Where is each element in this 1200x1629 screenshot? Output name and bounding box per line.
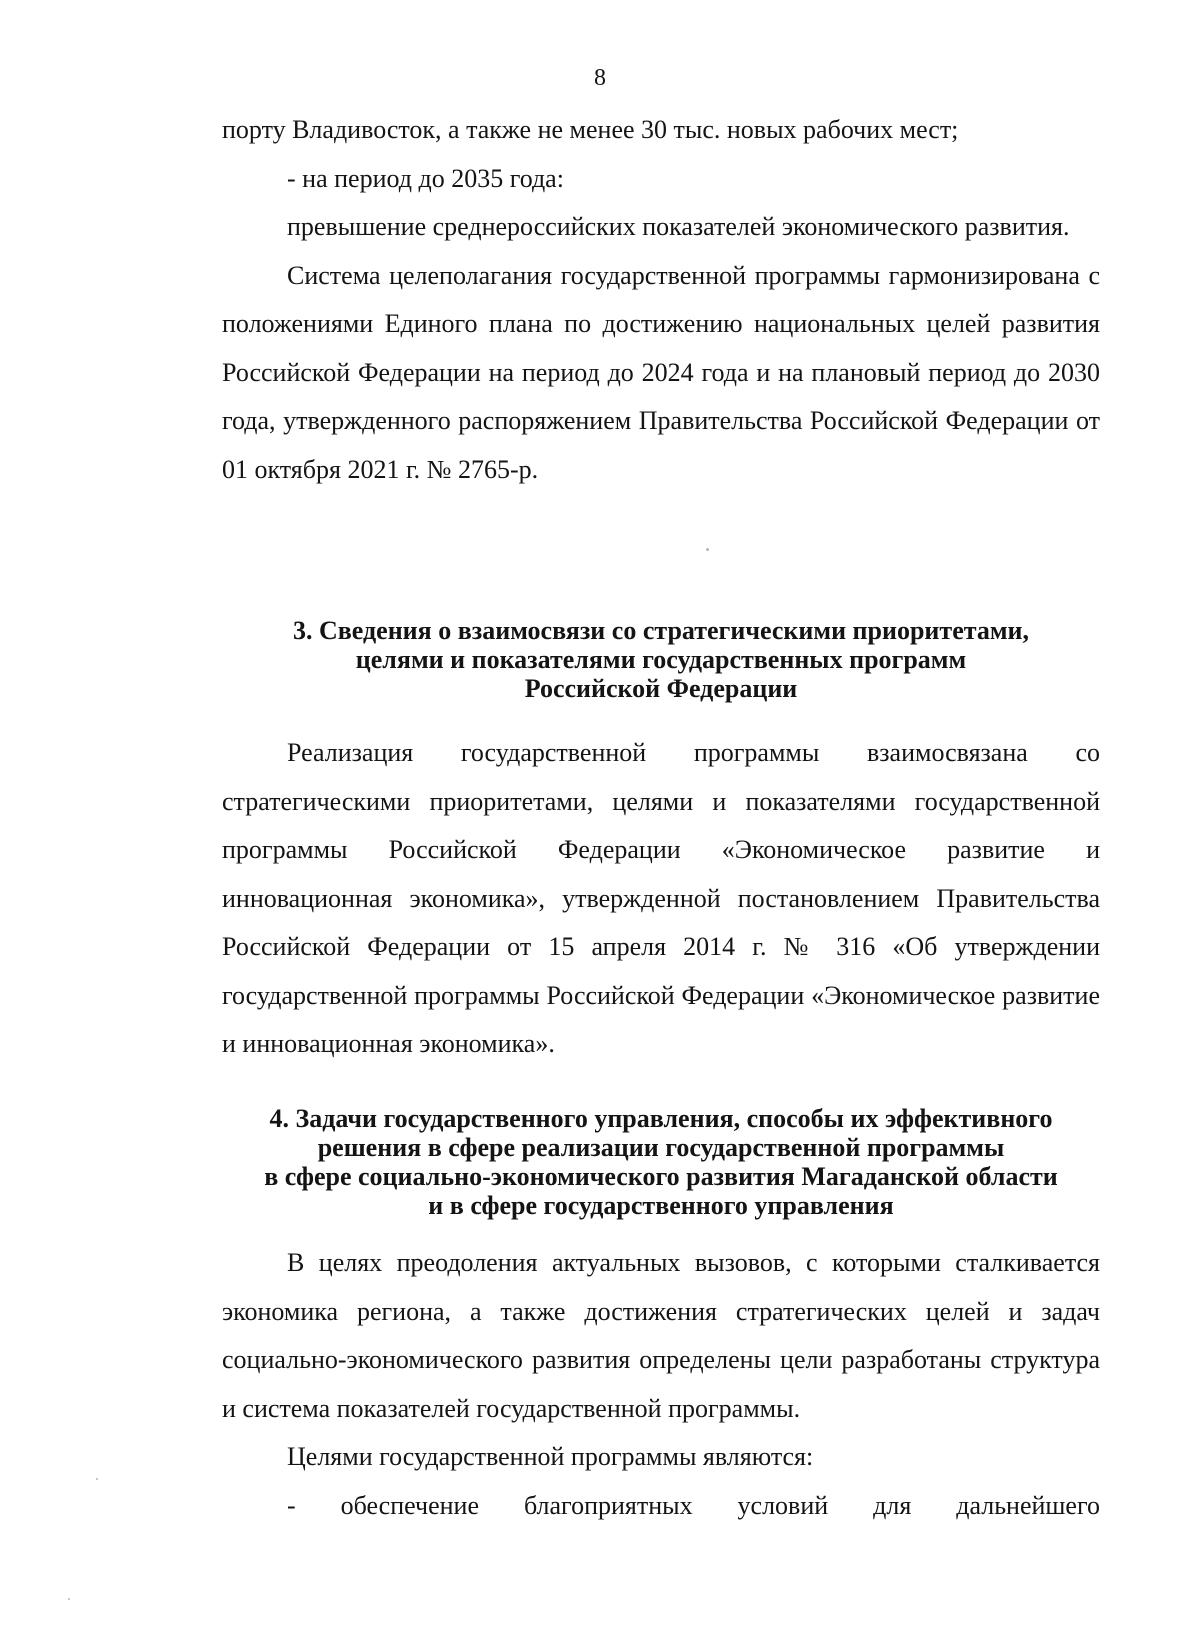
paragraph-period-2035: - на период до 2035 года:	[287, 163, 564, 193]
scan-artifact	[68, 1598, 70, 1600]
list-word: для	[873, 1490, 912, 1520]
text-block-section-3	[222, 729, 1100, 1069]
paragraph-program-goals: Целями государственной программы являются:	[287, 1442, 814, 1471]
text-block-section-4	[222, 1239, 1100, 1530]
paragraph-exceed-indicators: превышение среднероссийских показателей экономического развития.	[287, 212, 1070, 241]
list-item-favorable-conditions	[222, 1482, 1100, 1531]
text-block-intro	[222, 106, 1100, 494]
heading-line: целями и показателями государственных программ	[355, 645, 967, 674]
list-word: дальнейшего	[956, 1490, 1100, 1520]
section-heading-4	[222, 1104, 1100, 1220]
heading-line: Российской Федерации	[524, 674, 798, 703]
paragraph-program-interrelation: Реализация государственной программы взаимосвязана со стратегическими приоритетами, целями и показателями государственной программы Российской Федерации «Экономическое развитие и инновационная экономика», утвержденной постановлением Правительства Российской Федерации от 15 апреля 2014 г. № 316 «Об утверждении государственной программы Российской Федерации «Экономическое развитие и инновационная экономика».	[222, 738, 1100, 1058]
page-number: 8	[594, 65, 606, 91]
list-dash: -	[287, 1490, 296, 1520]
heading-line: 3. Сведения о взаимосвязи со стратегическими приоритетами,	[292, 616, 1030, 645]
heading-line: 4. Задачи государственного управления, способы их эффективного	[269, 1104, 1053, 1133]
list-word: обеспечение	[340, 1490, 480, 1520]
heading-line: решения в сфере реализации государственной программы	[317, 1133, 1005, 1162]
paragraph-vladivostok-jobs: порту Владивосток, а также не менее 30 тыс. новых рабочих мест;	[222, 115, 959, 144]
scan-artifact	[96, 1478, 98, 1480]
paragraph-goal-setting-system: Система целеполагания государственной программы гармонизирована с положениями Единого плана по достижению национальных целей развития Российской Федерации на период до 2024 года и на плановый период до 2030 года, утвержденного распоряжением Правительства Российской Федерации от 01 октября 2021 г. № 2765-р.	[222, 260, 1100, 484]
list-word: благоприятных	[523, 1490, 693, 1520]
heading-line: и в сфере государственного управления	[428, 1191, 894, 1220]
section-heading-3	[222, 616, 1100, 703]
paragraph-overcoming-challenges: В целях преодоления актуальных вызовов, с которыми сталкивается экономика региона, а также достижения стратегических целей и задач социально-экономического развития определены цели разработаны структура и система показателей государственной программы.	[222, 1248, 1100, 1423]
list-word: условий	[737, 1490, 829, 1520]
heading-line: в сфере социально-экономического развития Магаданской области	[264, 1162, 1058, 1191]
scan-artifact	[706, 548, 709, 551]
